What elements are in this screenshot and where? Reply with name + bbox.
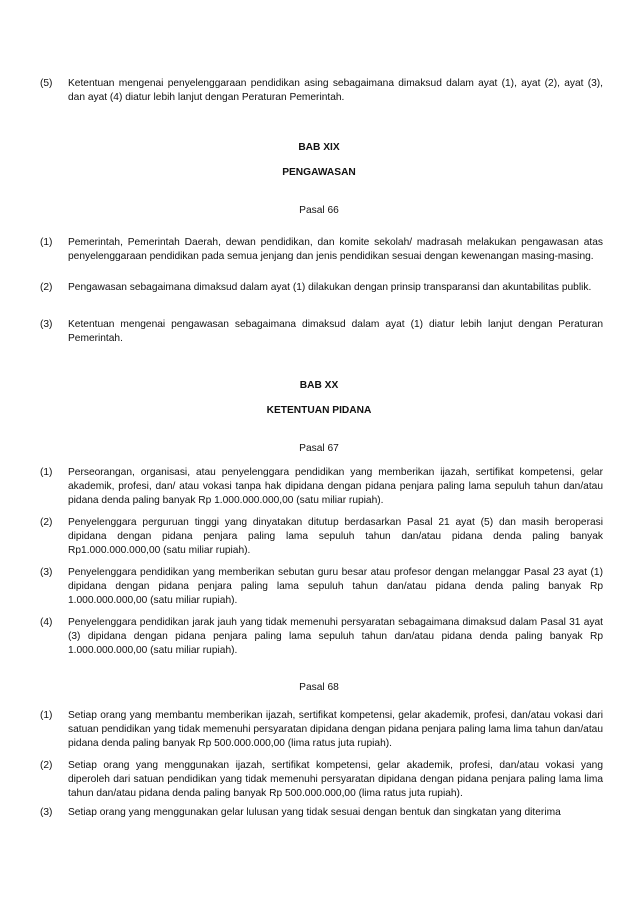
- item-number: (1): [40, 237, 53, 248]
- article-item: [40, 566, 603, 609]
- article-item: [40, 759, 603, 802]
- item-text: Pemerintah, Pemerintah Daerah, dewan pendidikan, dan komite sekolah/ madrasah melakukan pengawasan atas penyelenggaraan pendidikan pada semua jenjang dan jenis pendidikan sesuai dengan kewenangan masing-masing.: [68, 237, 603, 263]
- item-text: Pengawasan sebagaimana dimaksud dalam ayat (1) dilakukan dengan prinsip transparansi dan akuntabilitas publik.: [68, 282, 592, 293]
- article-item: [40, 516, 603, 559]
- item-number: (2): [40, 517, 53, 528]
- article-item: [40, 709, 603, 752]
- chapter-title: BAB XIX: [298, 142, 340, 153]
- article-title: Pasal 68: [299, 682, 339, 693]
- item-text: Setiap orang yang membantu memberikan ijazah, sertifikat kompetensi, gelar akademik, profesi, dan/atau vokasi dari satuan pendidikan yang tidak memenuhi persyaratan dipidana dengan pidana penjara paling lama lima tahun dan/atau pidana denda paling banyak Rp 500.000.000,00 (lima ratus juta rupiah).: [68, 710, 603, 750]
- article-item: [40, 318, 603, 346]
- article-item: [40, 236, 603, 264]
- item-text: Penyelenggara pendidikan jarak jauh yang tidak memenuhi persyaratan sebagaimana dimaksud dalam Pasal 31 ayat (3) dipidana dengan pidana penjara paling lama sepuluh tahun dan/atau pidana denda paling banyak Rp 1.000.000.000,00 (satu miliar rupiah).: [68, 617, 603, 657]
- item-number: (2): [40, 760, 53, 771]
- article-title: Pasal 66: [299, 205, 339, 216]
- article-item: [40, 77, 603, 105]
- item-number: (2): [40, 282, 53, 293]
- article-item: [40, 616, 603, 659]
- chapter-title: BAB XX: [299, 380, 339, 391]
- article-title: Pasal 67: [299, 443, 339, 454]
- article-item: [40, 806, 603, 820]
- item-text: Ketentuan mengenai pengawasan sebagaimana dimaksud dalam ayat (1) diatur lebih lanjut dengan Peraturan Pemerintah.: [68, 319, 603, 345]
- chapter-subtitle: PENGAWASAN: [282, 167, 356, 178]
- item-text: Penyelenggara pendidikan yang memberikan sebutan guru besar atau profesor dengan melanggar Pasal 23 ayat (1) dipidana dengan pidana penjara paling lama sepuluh tahun dan/atau pidana denda paling banyak Rp 1.000.000.000,00 (satu miliar rupiah).: [68, 567, 603, 607]
- chapter-subtitle: KETENTUAN PIDANA: [266, 405, 372, 416]
- item-text: Penyelenggara perguruan tinggi yang dinyatakan ditutup berdasarkan Pasal 21 ayat (5) dan masih beroperasi dipidana dengan pidana penjara paling lama sepuluh tahun dan/atau pidana denda paling banyak Rp1.000.000.000,00 (satu miliar rupiah).: [68, 517, 603, 557]
- item-number: (3): [40, 567, 53, 578]
- item-text: Setiap orang yang menggunakan ijazah, sertifikat kompetensi, gelar akademik, profesi, dan/atau vokasi yang diperoleh dari satuan pendidikan yang tidak memenuhi persyaratan dipidana dengan pidana penjara paling lama lima tahun dan/atau pidana denda paling banyak Rp 500.000.000,00 (lima ratus juta rupiah).: [68, 760, 603, 800]
- item-text: Setiap orang yang menggunakan gelar lulusan yang tidak sesuai dengan bentuk dan singkatan yang diterima: [68, 807, 561, 818]
- item-number: (5): [40, 78, 53, 89]
- item-number: (4): [40, 617, 53, 628]
- article-item: [40, 281, 603, 295]
- item-text: Perseorangan, organisasi, atau penyelenggara pendidikan yang memberikan ijazah, sertifikat kompetensi, gelar akademik, profesi, dan/ atau vokasi tanpa hak dipidana dengan pidana penjara paling lama sepuluh tahun dan/atau pidana denda paling banyak Rp 1.000.000.000,00 (satu miliar rupiah).: [68, 467, 603, 507]
- item-number: (3): [40, 319, 53, 330]
- article-item: [40, 466, 603, 509]
- item-number: (3): [40, 807, 53, 818]
- item-text: Ketentuan mengenai penyelenggaraan pendidikan asing sebagaimana dimaksud dalam ayat (1), ayat (2), ayat (3), dan ayat (4) diatur lebih lanjut dengan Peraturan Pemerintah.: [68, 78, 603, 104]
- item-number: (1): [40, 710, 53, 721]
- item-number: (1): [40, 467, 53, 478]
